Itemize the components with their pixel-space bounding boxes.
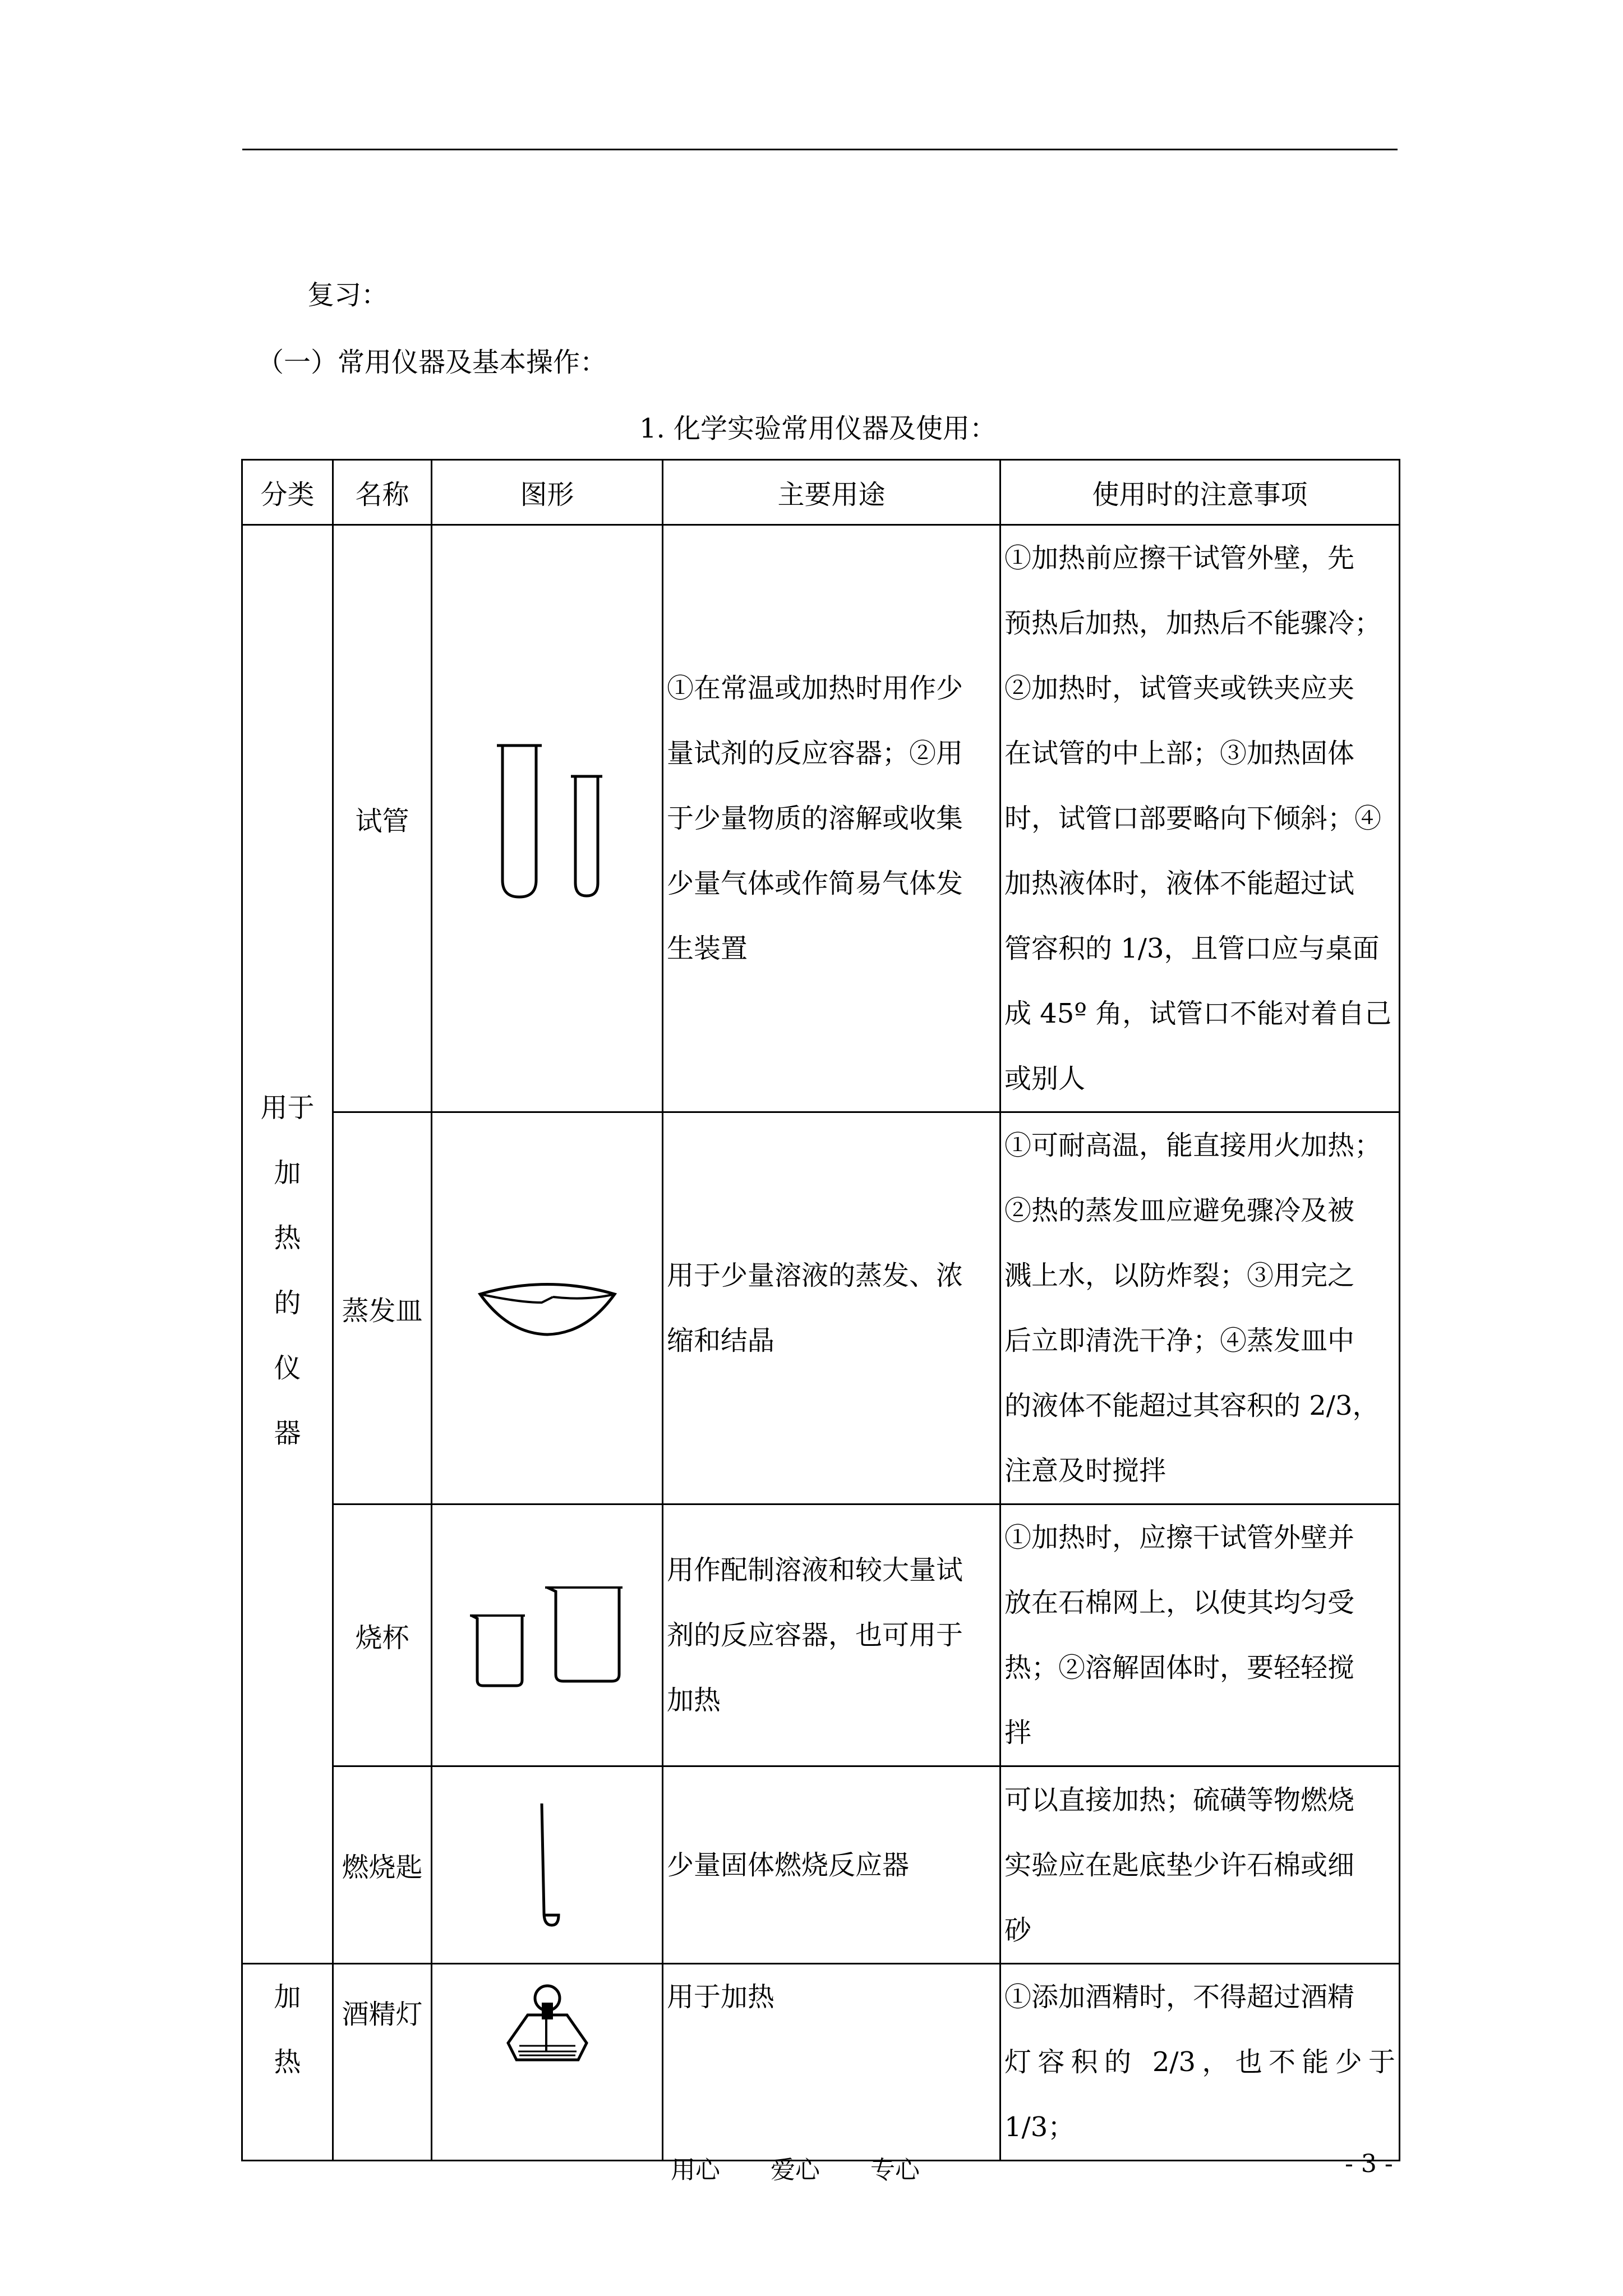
instrument-name: 燃烧匙 xyxy=(333,1766,432,1964)
note-line: ①可耐高温，能直接用火加热； xyxy=(1004,1130,1382,1161)
note-line: 溅上水，以防炸裂；③用完之 xyxy=(1004,1260,1355,1291)
alcohol-lamp-icon xyxy=(502,1981,592,2065)
category-line: 热 xyxy=(274,1222,301,1254)
review-heading: 复习： xyxy=(307,279,389,311)
instrument-table xyxy=(241,459,1400,2161)
use-line: 加热 xyxy=(667,1685,721,1716)
note-line: ②热的蒸发皿应避免骤冷及被 xyxy=(1004,1195,1355,1226)
use-line: 少量气体或作简易气体发 xyxy=(667,868,963,899)
note-line: 加热液体时，液体不能超过试 xyxy=(1004,868,1355,899)
instrument-notes xyxy=(1000,1766,1400,1964)
instrument-use xyxy=(663,1504,1000,1766)
category-line: 器 xyxy=(274,1418,301,1449)
note-line: 预热后加热，加热后不能骤冷； xyxy=(1004,608,1382,639)
instrument-figure xyxy=(432,1964,663,2161)
use-line: ①在常温或加热时用作少 xyxy=(667,673,963,704)
category-line: 的 xyxy=(274,1287,301,1319)
category-line: 热 xyxy=(274,2046,301,2078)
use-line: 用于加热 xyxy=(667,1981,775,2013)
header-category: 分类 xyxy=(242,460,333,525)
note-line: 成 45º 角，试管口不能对着自己 xyxy=(1004,998,1392,1029)
use-line: 用作配制溶液和较大量试 xyxy=(667,1554,963,1586)
use-line: 生装置 xyxy=(667,933,748,964)
test-tubes-icon xyxy=(480,734,615,903)
instrument-name: 酒精灯 xyxy=(333,1964,432,2161)
note-line: 的液体不能超过其容积的 2/3， xyxy=(1004,1390,1380,1421)
footer-slogan-1: 用心 xyxy=(671,2156,720,2184)
note-line: ②加热时，试管夹或铁夹应夹 xyxy=(1004,673,1355,704)
header-rule xyxy=(242,149,1398,150)
note-line: 时，试管口部要略向下倾斜；④ xyxy=(1004,803,1382,834)
instrument-figure xyxy=(432,1112,663,1504)
table-header-row xyxy=(242,460,1400,525)
instrument-figure xyxy=(432,1766,663,1964)
note-line: 实验应在匙底垫少许石棉或细 xyxy=(1004,1849,1355,1881)
note-line: 灯容积的 2/3，也不能少于 1/3； xyxy=(1004,2046,1395,2143)
beakers-icon xyxy=(463,1579,631,1691)
table-row xyxy=(242,525,1400,1112)
table-row xyxy=(242,1964,1400,2161)
instrument-notes xyxy=(1000,525,1400,1112)
page-number: - 3 - xyxy=(1345,2150,1393,2178)
use-line: 于少量物质的溶解或收集 xyxy=(667,803,963,834)
note-line: ①添加酒精时，不得超过酒精 xyxy=(1004,1981,1355,2013)
note-line: 热；②溶解固体时，要轻轻搅 xyxy=(1004,1652,1355,1683)
note-line: 拌 xyxy=(1004,1717,1032,1749)
evaporating-dish-icon xyxy=(474,1277,620,1339)
note-line: 后立即清洗干净；④蒸发皿中 xyxy=(1004,1325,1355,1356)
category-line: 加 xyxy=(274,1157,301,1189)
combustion-spoon-icon xyxy=(525,1801,570,1930)
instrument-figure xyxy=(432,525,663,1112)
instrument-name: 烧杯 xyxy=(333,1504,432,1766)
instrument-notes xyxy=(1000,1112,1400,1504)
footer-slogan-2: 爱心 xyxy=(771,2156,820,2184)
instrument-notes xyxy=(1000,1964,1400,2161)
category-heating-instruments xyxy=(242,525,333,1964)
footer-slogan-3: 专心 xyxy=(870,2156,920,2184)
instrument-figure xyxy=(432,1504,663,1766)
instrument-use xyxy=(663,525,1000,1112)
header-notes: 使用时的注意事项 xyxy=(1000,460,1400,525)
use-line: 量试剂的反应容器；②用 xyxy=(667,738,963,769)
note-line: 在试管的中上部；③加热固体 xyxy=(1004,738,1355,769)
note-line: 放在石棉网上，以使其均匀受 xyxy=(1004,1587,1355,1618)
instrument-use xyxy=(663,1766,1000,1964)
note-line: 或别人 xyxy=(1004,1063,1086,1094)
header-use: 主要用途 xyxy=(663,460,1000,525)
category-line: 用于 xyxy=(260,1092,315,1124)
table-row xyxy=(242,1504,1400,1766)
note-line: ①加热时，应擦干试管外壁并 xyxy=(1004,1522,1355,1553)
note-line: 注意及时搅拌 xyxy=(1004,1455,1166,1487)
note-line: 可以直接加热；硫磺等物燃烧 xyxy=(1004,1784,1355,1816)
use-line: 剂的反应容器，也可用于 xyxy=(667,1619,963,1651)
instrument-notes xyxy=(1000,1504,1400,1766)
note-line: ①加热前应擦干试管外壁，先 xyxy=(1004,542,1355,574)
category-line: 仪 xyxy=(274,1352,301,1384)
header-figure: 图形 xyxy=(432,460,663,525)
instrument-name: 蒸发皿 xyxy=(333,1112,432,1504)
category-line: 加 xyxy=(274,1981,301,2013)
instrument-use xyxy=(663,1112,1000,1504)
table-row xyxy=(242,1112,1400,1504)
table-caption: 1. 化学实验常用仪器及使用： xyxy=(639,413,997,444)
use-line: 缩和结晶 xyxy=(667,1325,775,1356)
header-name: 名称 xyxy=(333,460,432,525)
note-line: 砂 xyxy=(1004,1914,1032,1946)
use-line: 少量固体燃烧反应器 xyxy=(667,1849,910,1881)
section-heading: （一）常用仪器及基本操作： xyxy=(257,347,607,378)
category-heating xyxy=(242,1964,333,2161)
note-line: 管容积的 1/3，且管口应与桌面 xyxy=(1004,933,1380,964)
instrument-use xyxy=(663,1964,1000,2161)
table-row xyxy=(242,1766,1400,1964)
instrument-name: 试管 xyxy=(333,525,432,1112)
use-line: 用于少量溶液的蒸发、浓 xyxy=(667,1260,963,1291)
